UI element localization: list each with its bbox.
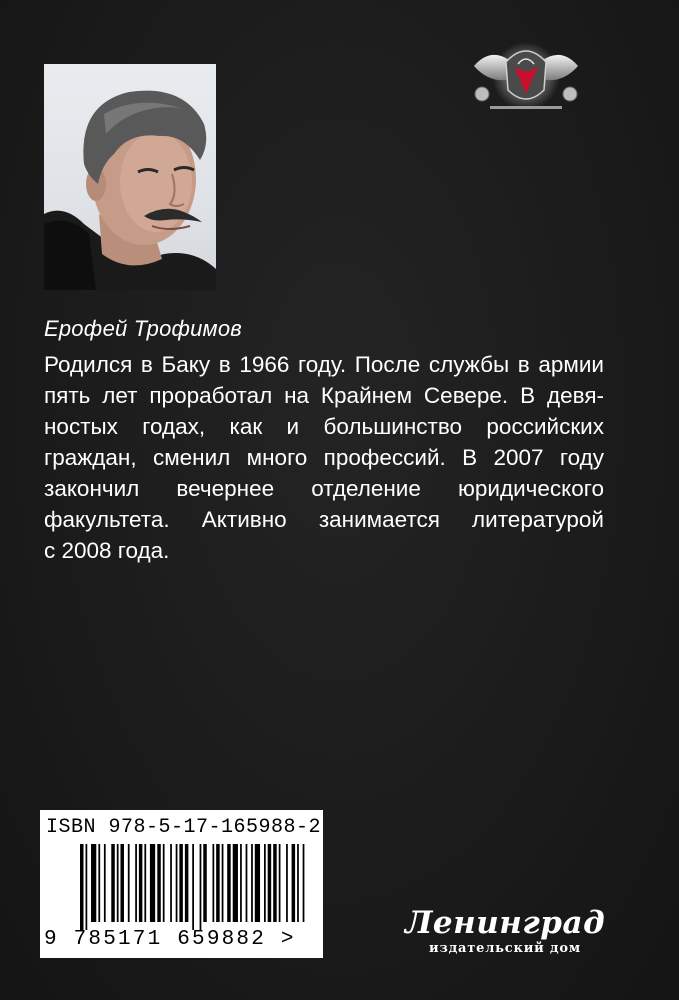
barcode-bar (200, 844, 202, 930)
publisher-name: Ленинград (405, 905, 606, 941)
barcode-bar (297, 844, 299, 922)
author-bio (44, 349, 604, 566)
barcode-bar (222, 844, 224, 922)
bio-line: с 2008 года. (44, 538, 170, 563)
bio-line: закончил вечернее отделение юридического (44, 476, 604, 501)
barcode-bar (144, 844, 146, 922)
bio-line: факультета. Активно занимается литературой (44, 507, 604, 532)
barcode-bar (185, 844, 189, 922)
author-photo (44, 64, 216, 290)
barcode-bar (268, 844, 272, 922)
barcode-bar (292, 844, 296, 922)
barcode-bar (192, 844, 194, 930)
author-name: Ерофей Трофимов (44, 316, 242, 341)
barcode-bar (179, 844, 183, 922)
bio-line: ностых годах, как и большинство российских (44, 414, 604, 439)
series-logo-icon (466, 36, 586, 122)
barcode-bar (251, 844, 253, 922)
barcode-bar (227, 844, 231, 922)
barcode-bar (170, 844, 172, 922)
barcode-bar (264, 844, 266, 922)
barcode-bar (91, 844, 96, 922)
barcode-bar (86, 844, 88, 930)
barcode-bar (163, 844, 165, 922)
barcode-bar (139, 844, 143, 922)
barcode-bar (176, 844, 178, 922)
bio-line: пять лет проработал на Крайнем Севере. В девя- (44, 383, 604, 408)
publisher-subtitle: издательский дом (429, 941, 581, 956)
barcode-bar (255, 844, 260, 922)
barcode-bar (117, 844, 119, 922)
barcode-bar (135, 844, 137, 922)
barcode-bar (240, 844, 242, 922)
bio-line: граждан, сменил много профессий. В 2007 году (44, 445, 604, 470)
publisher-logo (405, 905, 605, 967)
isbn-label: ISBN 978-5-17-165988-2 (46, 816, 322, 839)
bio-line: Родился в Баку в 1966 году. После службы в армии (44, 352, 604, 377)
isbn-barcode (40, 810, 323, 958)
barcode-bar (246, 844, 248, 922)
barcode-bar (286, 844, 288, 922)
barcode-bar (203, 844, 207, 922)
barcode-bar (111, 844, 115, 922)
barcode-bar (212, 844, 214, 922)
barcode-bar (233, 844, 238, 922)
barcode-bar (157, 844, 161, 922)
barcode-bar (216, 844, 220, 922)
barcode-bar (273, 844, 277, 922)
barcode-bar (98, 844, 100, 922)
barcode-bar (104, 844, 106, 922)
ean-digits: 9 785171 659882 > (44, 928, 296, 951)
barcode-bar (150, 844, 155, 922)
barcode-bar (279, 844, 281, 922)
barcode-bar (303, 844, 305, 922)
barcode-bar (128, 844, 130, 922)
barcode-bar (80, 844, 84, 930)
barcode-bars (80, 844, 310, 930)
barcode-bar (120, 844, 124, 922)
